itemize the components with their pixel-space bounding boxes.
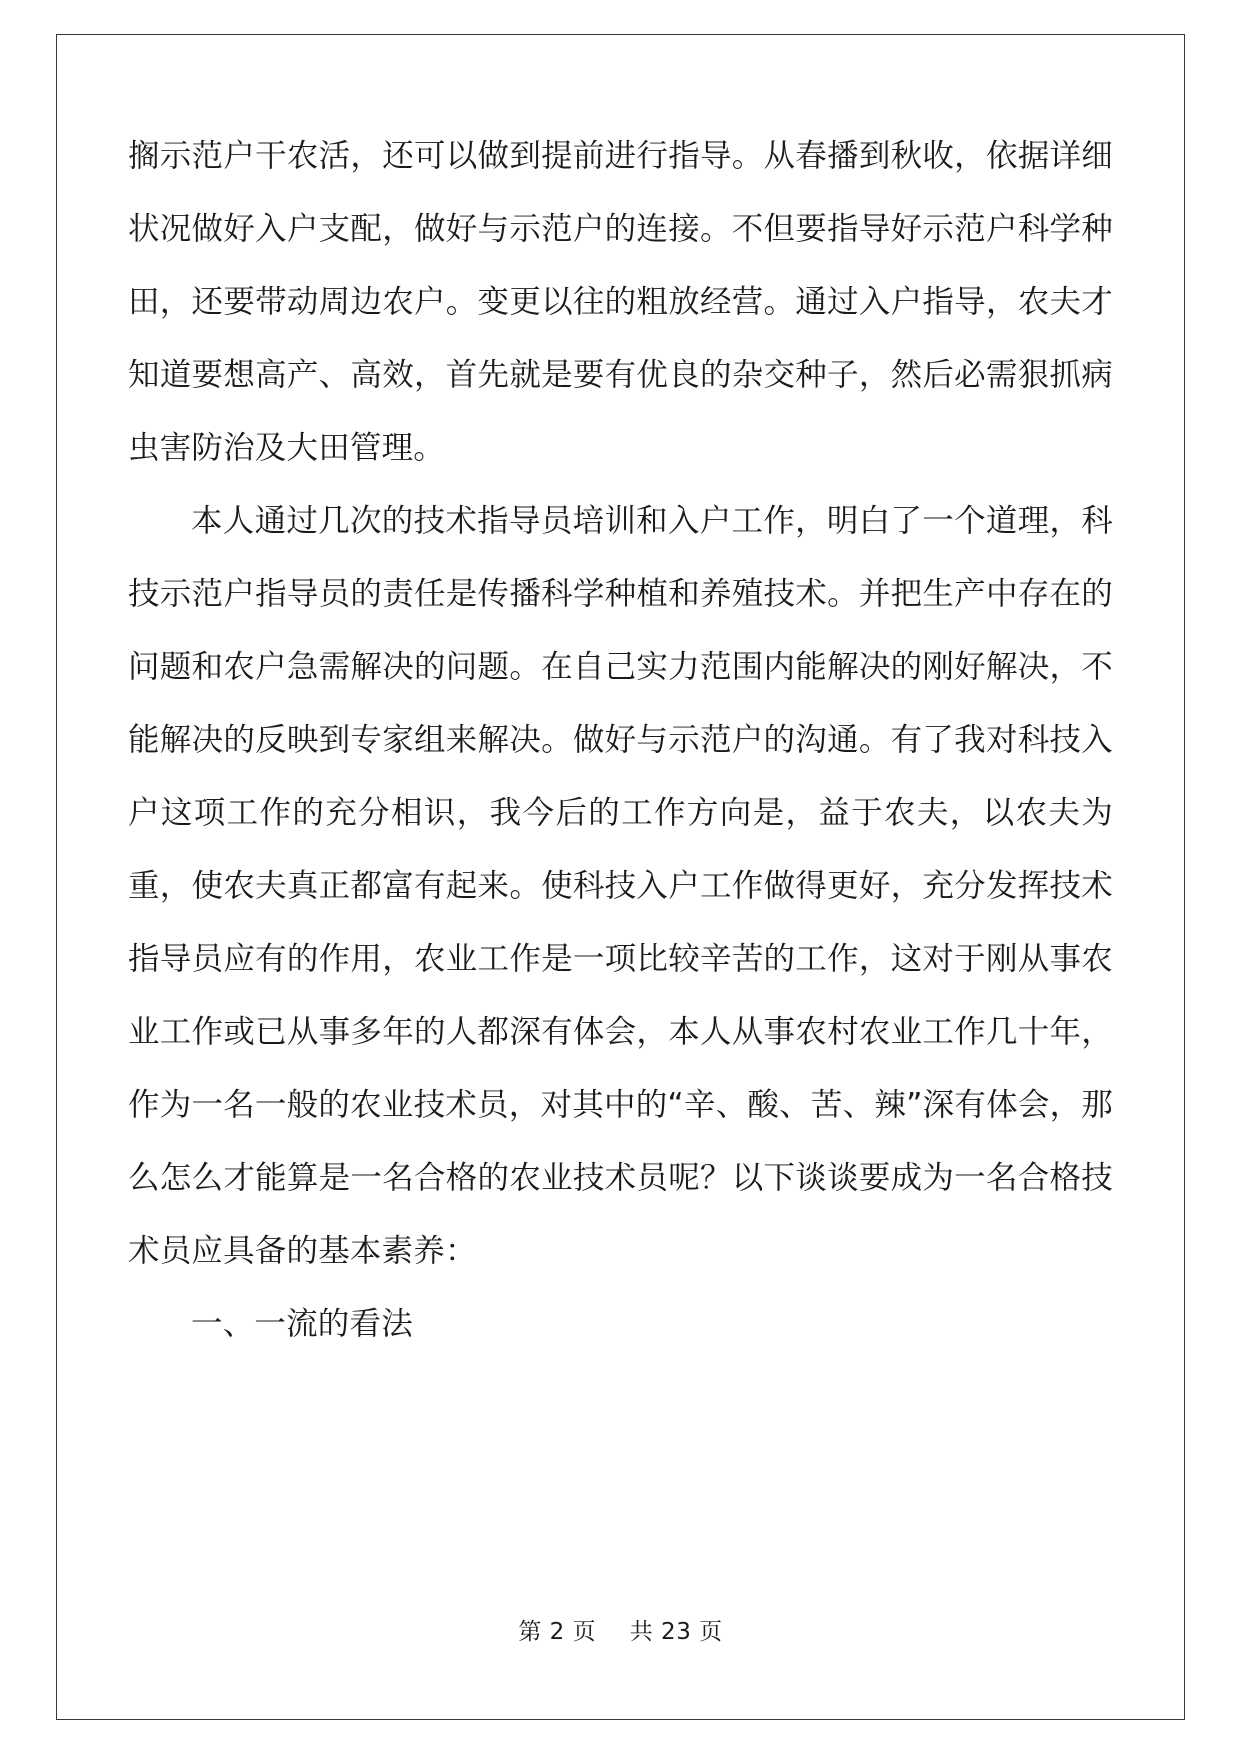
paragraph-1: 搁示范户干农活，还可以做到提前进行指导。从春播到秋收，依据详细状况做好入户支配，做好与示范户的连接。不但要指导好示范户科学种田，还要带动周边农户。变更以往的粗放经营。通过入户指导，农夫才知道要想高产、高效，首先就是要有优良的杂交种子，然后必需狠抓病虫害防治及大田管理。 [128,138,1113,466]
paragraph-3-heading: 一、一流的看法 [191,1306,413,1342]
footer-current-page: 第 2 页 [518,1619,597,1645]
footer-total-pages: 共 23 页 [629,1619,723,1645]
page-footer [0,1613,1241,1646]
document-body [128,120,1113,1361]
paragraph-2: 本人通过几次的技术指导员培训和入户工作，明白了一个道理，科技示范户指导员的责任是传播科学种植和养殖技术。并把生产中存在的问题和农户急需解决的问题。在自己实力范围内能解决的刚好解决，不能解决的反映到专家组来解决。做好与示范户的沟通。有了我对科技入户这项工作的充分相识，我今后的工作方向是，益于农夫，以农夫为重，使农夫真正都富有起来。使科技入户工作做得更好，充分发挥技术指导员应有的作用，农业工作是一项比较辛苦的工作，这对于刚从事农业工作或已从事多年的人都深有体会，本人从事农村农业工作几十年，作为一名一般的农业技术员，对其中的“辛、酸、苦、辣”深有体会，那么怎么才能算是一名合格的农业技术员呢？以下谈谈要成为一名合格技术员应具备的基本素养： [128,503,1113,1269]
